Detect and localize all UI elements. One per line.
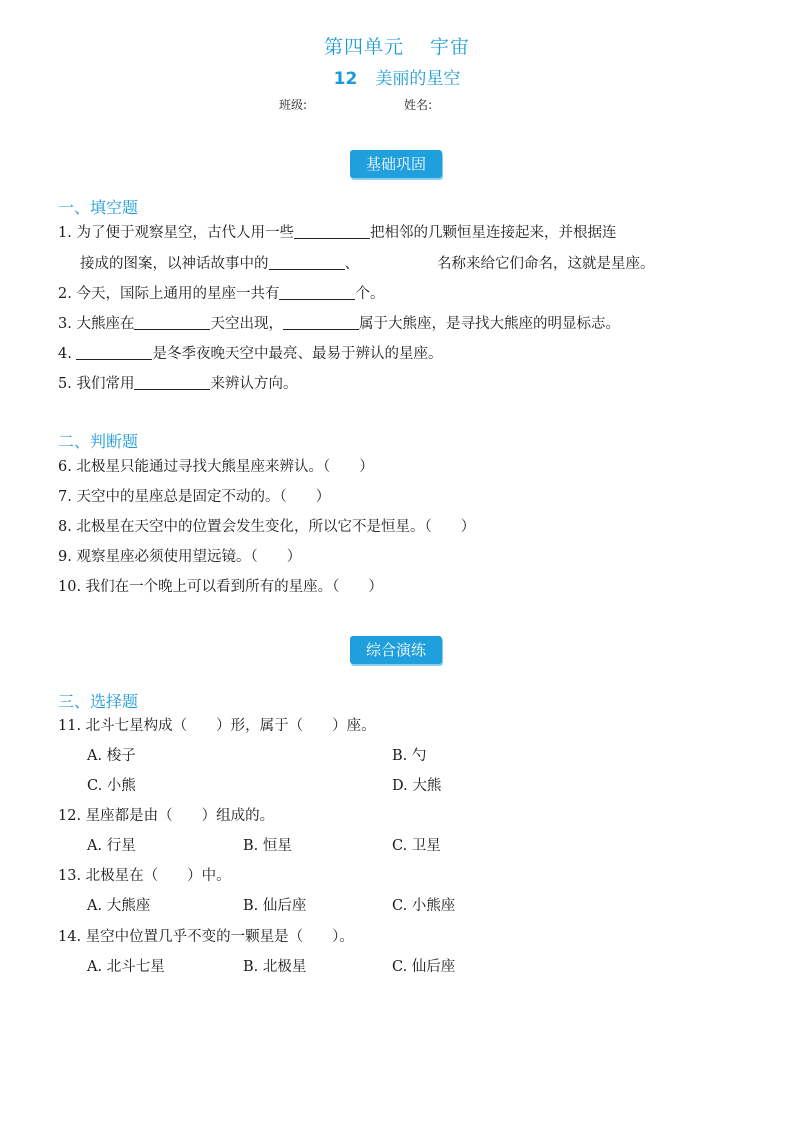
option-12-b[interactable]: B. 恒星 — [243, 838, 292, 854]
answer-blank[interactable] — [76, 345, 152, 360]
question-text: 是冬季夜晚天空中最亮、最易于辨认的星座。 — [152, 346, 443, 362]
question-text: 天空出现， — [210, 316, 283, 332]
question-1-line-1 — [58, 223, 616, 243]
class-label: 班级: — [279, 98, 308, 112]
option-14-b[interactable]: B. 北极星 — [243, 959, 307, 975]
answer-blank[interactable] — [134, 315, 210, 330]
badge-comprehensive: 综合演练 — [350, 636, 442, 664]
question-text: 接成的图案，以神话故事中的 — [80, 256, 269, 272]
question-9: 9. 观察星座必须使用望远镜。（ ） — [58, 549, 302, 565]
question-2 — [58, 284, 384, 304]
question-text: 个。 — [355, 286, 385, 302]
section-judge-title: 二、判断题 — [58, 432, 139, 451]
question-text: 把相邻的几颗恒星连接起来，并根据连 — [369, 225, 617, 241]
option-14-c[interactable]: C. 仙后座 — [392, 959, 456, 975]
question-10: 10. 我们在一个晚上可以看到所有的星座。（ ） — [58, 579, 383, 595]
unit-topic: 宇宙 — [430, 36, 471, 58]
option-13-a[interactable]: A. 大熊座 — [87, 898, 151, 914]
answer-blank[interactable] — [283, 315, 359, 330]
unit-title — [0, 32, 794, 59]
answer-blank[interactable] — [134, 375, 210, 390]
option-13-b[interactable]: B. 仙后座 — [243, 898, 307, 914]
option-11-b[interactable]: B. 勺 — [392, 748, 427, 764]
lesson-title — [0, 64, 794, 89]
question-3 — [58, 314, 620, 334]
option-11-c[interactable]: C. 小熊 — [87, 778, 136, 794]
question-text: 5. 我们常用 — [58, 376, 135, 392]
question-text: 名称来给它们命名，这就是星座。 — [437, 256, 655, 272]
lesson-name: 美丽的星空 — [375, 69, 461, 89]
answer-blank[interactable] — [294, 224, 370, 239]
question-5 — [58, 374, 297, 394]
name-label: 姓名: — [404, 98, 433, 112]
question-1-line-2 — [80, 254, 655, 274]
section-fill-title: 一、填空题 — [58, 198, 139, 217]
question-text: 、 — [344, 256, 359, 272]
question-11: 11. 北斗七星构成（ ）形，属于（ ）座。 — [58, 718, 376, 734]
question-4 — [58, 344, 442, 364]
option-13-c[interactable]: C. 小熊座 — [392, 898, 456, 914]
option-14-a[interactable]: A. 北斗七星 — [87, 959, 165, 975]
lesson-number: 12 — [333, 69, 358, 89]
question-14: 14. 星空中位置几乎不变的一颗星是（ ）。 — [58, 929, 354, 945]
question-6: 6. 北极星只能通过寻找大熊星座来辨认。（ ） — [58, 459, 374, 475]
option-12-c[interactable]: C. 卫星 — [392, 838, 441, 854]
section-choice-title: 三、选择题 — [58, 692, 139, 711]
question-7: 7. 天空中的星座总是固定不动的。（ ） — [58, 489, 331, 505]
option-12-a[interactable]: A. 行星 — [87, 838, 136, 854]
question-text: 属于大熊座，是寻找大熊座的明显标志。 — [358, 316, 620, 332]
answer-blank[interactable] — [269, 255, 345, 270]
question-text: 来辨认方向。 — [210, 376, 298, 392]
question-8: 8. 北极星在天空中的位置会发生变化，所以它不是恒星。（ ） — [58, 519, 476, 535]
question-13: 13. 北极星在（ ）中。 — [58, 868, 231, 884]
option-11-a[interactable]: A. 梭子 — [87, 748, 136, 764]
question-text: 2. 今天，国际上通用的星座一共有 — [58, 286, 280, 302]
unit-label: 第四单元 — [323, 36, 404, 58]
badge-basic: 基础巩固 — [350, 150, 442, 178]
question-text: 1. 为了便于观察星空，古代人用一些 — [58, 225, 294, 241]
question-text: 3. 大熊座在 — [58, 316, 135, 332]
option-11-d[interactable]: D. 大熊 — [392, 778, 442, 794]
question-12: 12. 星座都是由（ ）组成的。 — [58, 808, 275, 824]
question-text: 4. — [58, 346, 77, 362]
answer-blank[interactable] — [279, 285, 355, 300]
